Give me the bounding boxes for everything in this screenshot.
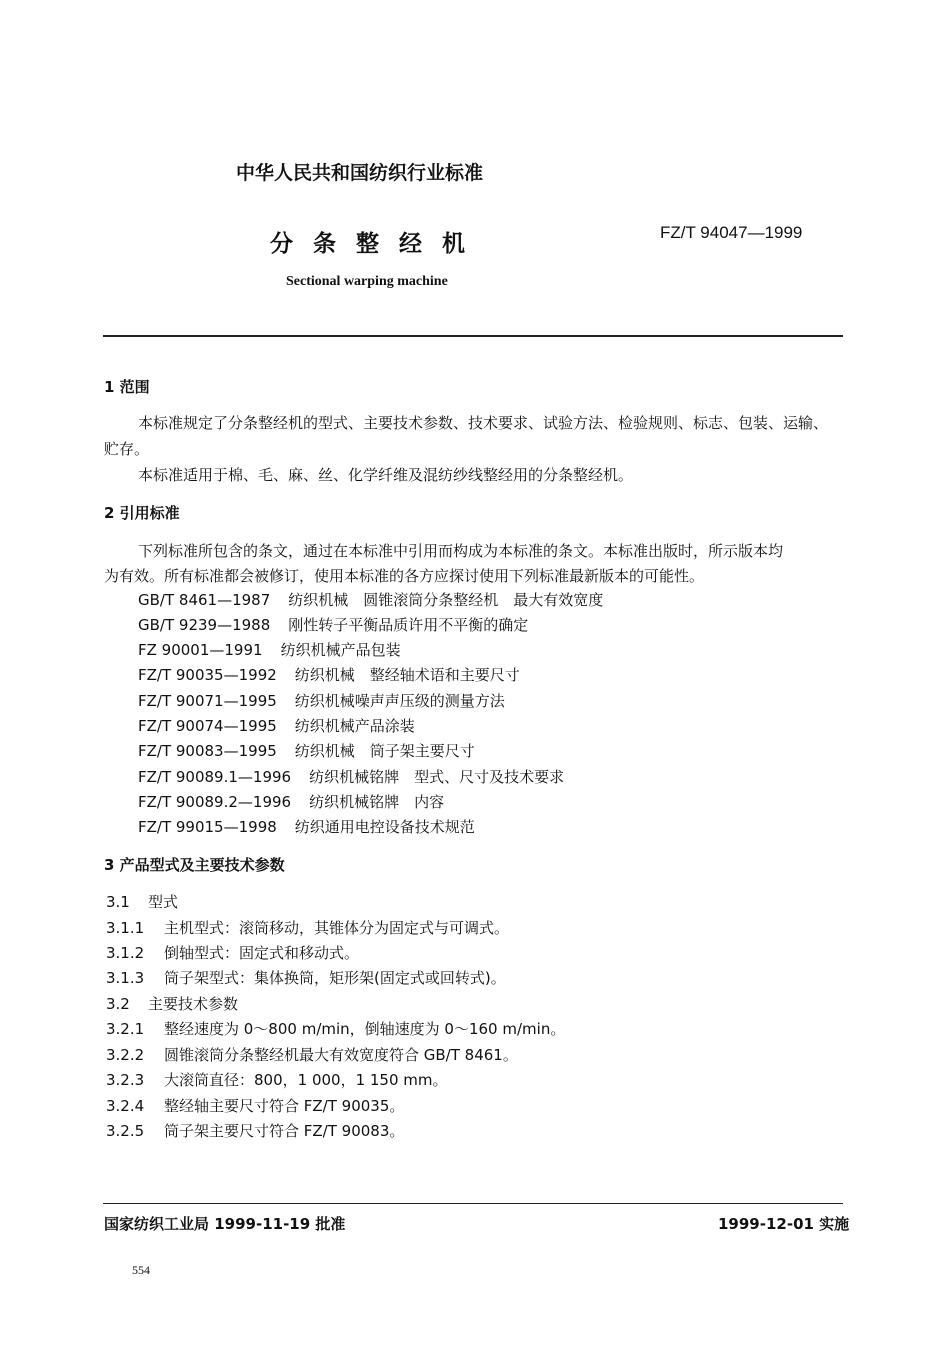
header-divider	[103, 335, 843, 337]
clause	[106, 942, 359, 963]
clause-number: 3.2.4	[106, 1097, 145, 1115]
reference-item	[138, 664, 520, 685]
reference-title: 纺织机械产品包装	[280, 641, 401, 659]
reference-item	[138, 766, 564, 787]
clause	[106, 993, 238, 1014]
reference-title: 纺织机械噪声声压级的测量方法	[294, 692, 505, 710]
reference-code: GB/T 9239—1988	[138, 616, 271, 634]
clause-number: 3.2.5	[106, 1122, 145, 1140]
clause-text: 筒子架主要尺寸符合 FZ/T 90083。	[164, 1122, 405, 1140]
reference-item	[138, 816, 475, 837]
clause	[106, 917, 509, 938]
clause-text: 圆锥滚筒分条整经机最大有效宽度符合 GB/T 8461。	[164, 1046, 518, 1064]
reference-code: FZ/T 90071—1995	[138, 692, 277, 710]
document-title-en: Sectional warping machine	[286, 274, 448, 289]
clause-text: 主要技术参数	[148, 995, 239, 1013]
clause-text: 大滚筒直径：800，1 000，1 150 mm。	[164, 1071, 448, 1089]
reference-code: FZ/T 90074—1995	[138, 717, 277, 735]
reference-item	[138, 639, 401, 660]
clause-number: 3.2.2	[106, 1046, 145, 1064]
section-1-paragraph-1-cont: 贮存。	[104, 440, 150, 458]
footer-divider	[103, 1203, 843, 1204]
clause	[106, 1120, 404, 1141]
reference-title: 纺织机械 整经轴术语和主要尺寸	[294, 666, 520, 684]
section-1-paragraph-2: 本标准适用于棉、毛、麻、丝、化学纤维及混纺纱线整经用的分条整经机。	[138, 466, 634, 484]
clause	[106, 1018, 565, 1039]
clause	[106, 1095, 404, 1116]
document-title-cn: 分 条 整 经 机	[270, 231, 472, 257]
reference-code: FZ/T 99015—1998	[138, 818, 277, 836]
clause-number: 3.1.3	[106, 969, 145, 987]
reference-item	[138, 715, 415, 736]
reference-code: FZ/T 90083—1995	[138, 742, 277, 760]
clause-number: 3.1.1	[106, 919, 145, 937]
clause-text: 主机型式：滚筒移动，其锥体分为固定式与可调式。	[164, 919, 510, 937]
section-1-heading: 1 范围	[104, 378, 150, 396]
section-2-heading: 2 引用标准	[104, 504, 180, 522]
section-2-paragraph-1-cont: 为有效。所有标准都会被修订，使用本标准的各方应探讨使用下列标准最新版本的可能性。	[104, 567, 705, 585]
reference-code: FZ/T 90035—1992	[138, 666, 277, 684]
clause	[106, 891, 178, 912]
section-2-paragraph-1: 下列标准所包含的条文，通过在本标准中引用而构成为本标准的条文。本标准出版时，所示版本均	[138, 542, 784, 560]
reference-code: FZ/T 90089.2—1996	[138, 793, 292, 811]
reference-item	[138, 589, 603, 610]
clause-number: 3.2	[106, 995, 130, 1013]
reference-code: FZ 90001—1991	[138, 641, 263, 659]
reference-item	[138, 791, 444, 812]
clause-text: 整经轴主要尺寸符合 FZ/T 90035。	[164, 1097, 405, 1115]
standard-code: FZ/T 94047—1999	[660, 223, 803, 242]
reference-item	[138, 690, 505, 711]
reference-title: 刚性转子平衡品质许用不平衡的确定	[288, 616, 529, 634]
clause	[106, 1069, 448, 1090]
reference-title: 纺织机械铭牌 内容	[309, 793, 445, 811]
clause-number: 3.1.2	[106, 944, 145, 962]
reference-item	[138, 740, 475, 761]
clause-text: 倒轴型式：固定式和移动式。	[164, 944, 360, 962]
clause-number: 3.2.3	[106, 1071, 145, 1089]
reference-title: 纺织机械 筒子架主要尺寸	[294, 742, 475, 760]
clause-text: 筒子架型式：集体换筒，矩形架(固定式或回转式)。	[164, 969, 506, 987]
implementation-line: 1999-12-01 实施	[718, 1215, 850, 1233]
clause-number: 3.1	[106, 893, 130, 911]
page-number: 554	[132, 1263, 150, 1277]
clause-number: 3.2.1	[106, 1020, 145, 1038]
reference-title: 纺织机械铭牌 型式、尺寸及技术要求	[309, 768, 565, 786]
reference-title: 纺织机械 圆锥滚筒分条整经机 最大有效宽度	[288, 591, 604, 609]
clause-text: 整经速度为 0～800 m/min，倒轴速度为 0～160 m/min。	[164, 1020, 566, 1038]
section-3-heading: 3 产品型式及主要技术参数	[104, 856, 285, 874]
reference-code: FZ/T 90089.1—1996	[138, 768, 292, 786]
approval-line: 国家纺织工业局 1999-11-19 批准	[104, 1215, 346, 1233]
reference-code: GB/T 8461—1987	[138, 591, 271, 609]
clause	[106, 967, 506, 988]
industry-standard-label: 中华人民共和国纺织行业标准	[236, 162, 484, 184]
reference-item	[138, 614, 528, 635]
section-1-paragraph-1: 本标准规定了分条整经机的型式、主要技术参数、技术要求、试验方法、检验规则、标志、包装、运输、	[138, 414, 829, 432]
reference-title: 纺织通用电控设备技术规范	[294, 818, 475, 836]
clause	[106, 1044, 518, 1065]
clause-text: 型式	[148, 893, 179, 911]
reference-title: 纺织机械产品涂装	[294, 717, 415, 735]
